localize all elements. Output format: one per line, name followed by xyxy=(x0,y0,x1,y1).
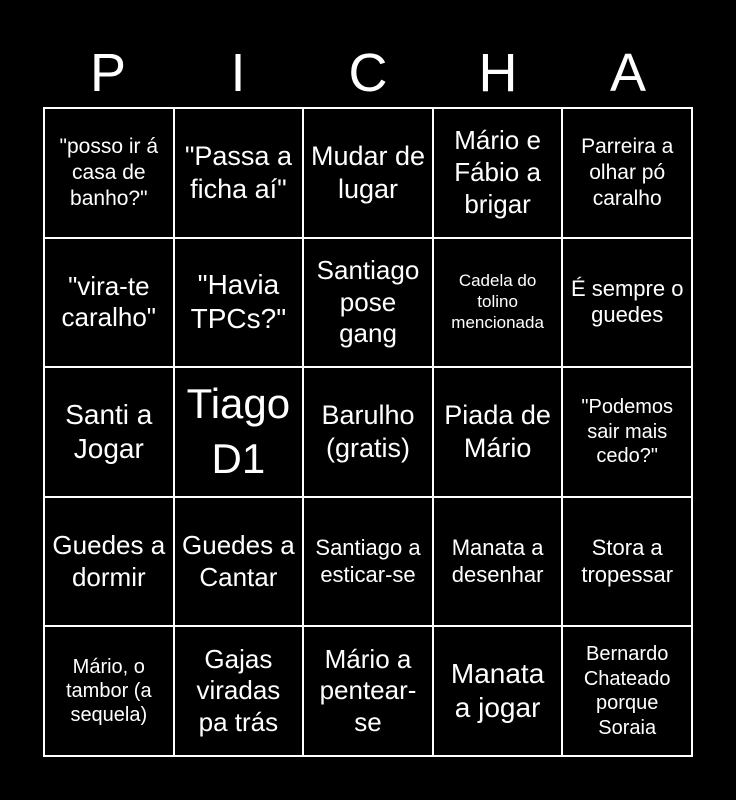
bingo-cell[interactable] xyxy=(174,367,304,497)
bingo-cell[interactable] xyxy=(562,108,692,238)
header-letter-c: C xyxy=(348,43,388,103)
cell-text: Parreira a olhar pó caralho xyxy=(581,135,674,210)
bingo-cell[interactable] xyxy=(303,497,433,627)
cell-text: Mário e Fábio a brigar xyxy=(454,125,541,219)
bingo-cell[interactable] xyxy=(562,497,692,627)
header-letter-h: H xyxy=(478,43,518,103)
bingo-header xyxy=(43,40,693,106)
header-letter-a: A xyxy=(609,43,647,103)
bingo-cell[interactable] xyxy=(433,238,563,368)
cell-text: Manata a desenhar xyxy=(451,534,544,587)
cell-text: Guedes a Cantar xyxy=(182,529,295,592)
bingo-cell[interactable] xyxy=(562,238,692,368)
cell-text: "Havia TPCs?" xyxy=(190,269,287,335)
bingo-cell[interactable] xyxy=(174,626,304,756)
cell-text: Manata a jogar xyxy=(450,658,545,724)
bingo-board xyxy=(43,107,693,757)
bingo-cell[interactable] xyxy=(44,108,174,238)
bingo-cell[interactable] xyxy=(174,238,304,368)
bingo-cell[interactable] xyxy=(44,497,174,627)
bingo-cell[interactable] xyxy=(44,626,174,756)
header-letter-i: I xyxy=(230,43,246,103)
cell-text: Bernardo Chateado porque Soraia xyxy=(583,643,671,739)
cell-text: "Passa a ficha aí" xyxy=(184,140,292,204)
cell-text: Tiago D1 xyxy=(186,380,291,482)
header-letter-p: P xyxy=(89,43,127,103)
bingo-cell[interactable] xyxy=(303,108,433,238)
cell-text: Mário, o tambor (a sequela) xyxy=(66,655,152,727)
cell-text: Mário a pentear-se xyxy=(319,643,417,738)
bingo-cell[interactable] xyxy=(303,626,433,756)
cell-text: Santiago pose gang xyxy=(316,254,420,349)
bingo-cell[interactable] xyxy=(433,108,563,238)
cell-text: "Podemos sair mais cedo?" xyxy=(581,396,673,468)
cell-text: "vira-te caralho" xyxy=(61,270,157,333)
bingo-cell[interactable] xyxy=(562,626,692,756)
bingo-cell[interactable] xyxy=(44,238,174,368)
bingo-cell[interactable] xyxy=(44,367,174,497)
cell-text: Mudar de lugar xyxy=(310,140,426,204)
bingo-cell[interactable] xyxy=(303,238,433,368)
cell-text: Cadela do tolino mencionada xyxy=(451,271,544,332)
cell-text: Piada de Mário xyxy=(444,400,551,463)
cell-text: Santiago a esticar-se xyxy=(315,534,421,587)
bingo-cell[interactable] xyxy=(433,367,563,497)
cell-text: "posso ir á casa de banho?" xyxy=(59,135,159,210)
bingo-cell[interactable] xyxy=(433,497,563,627)
cell-text: É sempre o guedes xyxy=(570,275,684,328)
bingo-cell[interactable] xyxy=(433,626,563,756)
bingo-cell[interactable] xyxy=(174,497,304,627)
bingo-cell[interactable] xyxy=(562,367,692,497)
cell-text: Gajas viradas pa trás xyxy=(196,643,281,738)
cell-text: Barulho (gratis) xyxy=(321,400,415,463)
bingo-cell[interactable] xyxy=(174,108,304,238)
cell-text: Stora a tropessar xyxy=(581,534,674,587)
bingo-cell[interactable] xyxy=(303,367,433,497)
cell-text: Santi a Jogar xyxy=(65,398,153,464)
cell-text: Guedes a dormir xyxy=(52,529,166,592)
